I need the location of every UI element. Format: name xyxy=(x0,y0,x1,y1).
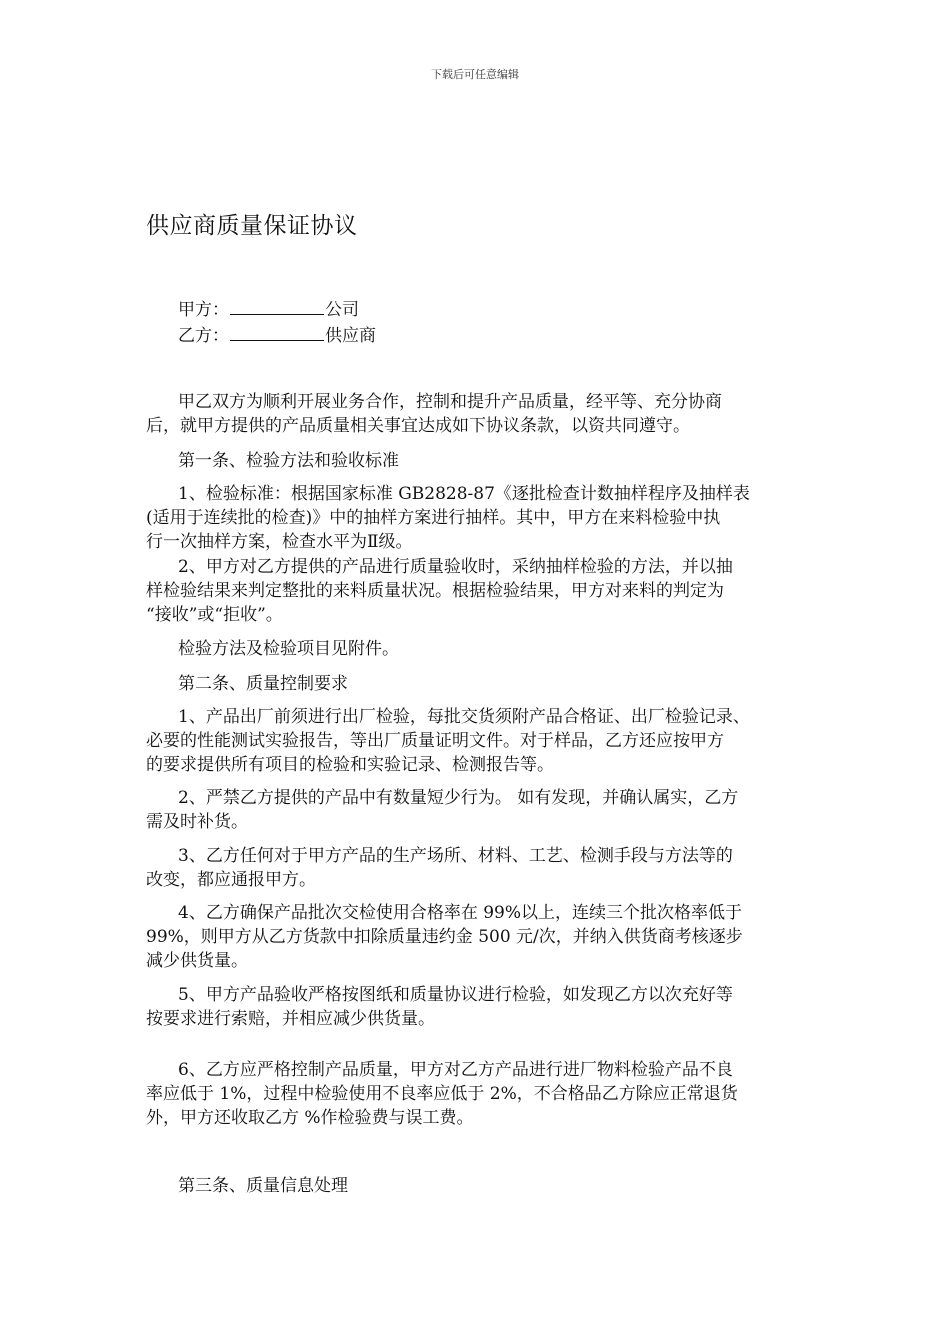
party-b-label: 乙方： xyxy=(178,326,229,346)
paragraph-line: 检验方法及检验项目见附件。 xyxy=(178,639,399,659)
article-2-item-5 xyxy=(146,983,810,1031)
paragraph-line: 减少供货量。 xyxy=(146,951,248,971)
party-a-suffix: 公司 xyxy=(325,300,359,320)
paragraph-line: 样检验结果来判定整批的来料质量状况。根据检验结果，甲方对来料的判定为 xyxy=(146,581,724,601)
paragraph-line: 行一次抽样方案，检查水平为Ⅱ级。 xyxy=(146,532,413,552)
article-1-item-1 xyxy=(146,482,810,554)
article-2-item-6 xyxy=(146,1058,810,1130)
paragraph-intro xyxy=(146,390,810,438)
party-b xyxy=(178,324,376,348)
paragraph-line: 甲乙双方为顺利开展业务合作，控制和提升产品质量，经平等、充分协商 xyxy=(178,392,722,412)
paragraph-line: 2、甲方对乙方提供的产品进行质量验收时，采纳抽样检验的方法，并以抽 xyxy=(178,557,733,577)
party-a xyxy=(178,298,359,322)
paragraph-line: 2、严禁乙方提供的产品中有数量短少行为。 如有发现，并确认属实，乙方 xyxy=(178,788,739,808)
paragraph-line: 按要求进行索赔，并相应减少供货量。 xyxy=(146,1009,435,1029)
paragraph-line: 6、乙方应严格控制产品质量，甲方对乙方产品进行进厂物料检验产品不良 xyxy=(178,1060,733,1080)
article-2-item-3 xyxy=(146,844,810,892)
paragraph-line: 第一条、检验方法和验收标准 xyxy=(178,451,399,471)
paragraph-line: 4、乙方确保产品批次交检使用合格率在 99%以上，连续三个批次格率低于 xyxy=(178,903,743,923)
party-a-blank[interactable] xyxy=(230,298,324,315)
page-header: 下载后可任意编辑 xyxy=(431,68,519,81)
article-1-item-2 xyxy=(146,555,810,627)
paragraph-line: 1、检验标准：根据国家标准 GB2828-87《逐批检查计数抽样程序及抽样表 xyxy=(178,484,750,504)
paragraph-line: 第三条、质量信息处理 xyxy=(178,1176,348,1196)
paragraph-line: 需及时补货。 xyxy=(146,812,248,832)
paragraph-line: 第二条、质量控制要求 xyxy=(178,674,348,694)
paragraph-line: 外，甲方还收取乙方 %作检验费与误工费。 xyxy=(146,1108,474,1128)
document-title: 供应商质量保证协议 xyxy=(146,213,358,239)
paragraph-line: 1、产品出厂前须进行出厂检验，每批交货须附产品合格证、出厂检验记录、 xyxy=(178,707,750,727)
article-2-item-1 xyxy=(146,705,810,777)
article-1-heading xyxy=(146,449,810,473)
article-1-note xyxy=(146,637,810,661)
paragraph-line: 必要的性能测试实验报告，等出厂质量证明文件。对于样品，乙方还应按甲方 xyxy=(146,731,724,751)
article-2-item-2 xyxy=(146,786,810,834)
paragraph-line: 99%，则甲方从乙方货款中扣除质量违约金 500 元/次，并纳入供货商考核逐步 xyxy=(146,927,743,947)
paragraph-line: “接收”或“拒收”。 xyxy=(146,605,283,625)
party-b-blank[interactable] xyxy=(230,324,324,341)
article-2-item-4 xyxy=(146,901,810,973)
paragraph-line: 5、甲方产品验收严格按图纸和质量协议进行检验，如发现乙方以次充好等 xyxy=(178,985,733,1005)
party-b-suffix: 供应商 xyxy=(325,326,376,346)
paragraph-line: 率应低于 1%，过程中检验使用不良率应低于 2%，不合格品乙方除应正常退货 xyxy=(146,1084,738,1104)
article-2-heading xyxy=(146,672,810,696)
paragraph-line: 改变，都应通报甲方。 xyxy=(146,870,316,890)
party-a-label: 甲方： xyxy=(178,300,229,320)
article-3-heading xyxy=(146,1174,810,1198)
paragraph-line: 后，就甲方提供的产品质量相关事宜达成如下协议条款，以资共同遵守。 xyxy=(146,416,690,436)
paragraph-line: (适用于连续批的检查)》中的抽样方案进行抽样。其中，甲方在来料检验中执 xyxy=(146,508,721,528)
paragraph-line: 的要求提供所有项目的检验和实验记录、检测报告等。 xyxy=(146,755,554,775)
paragraph-line: 3、乙方任何对于甲方产品的生产场所、材料、工艺、检测手段与方法等的 xyxy=(178,846,733,866)
